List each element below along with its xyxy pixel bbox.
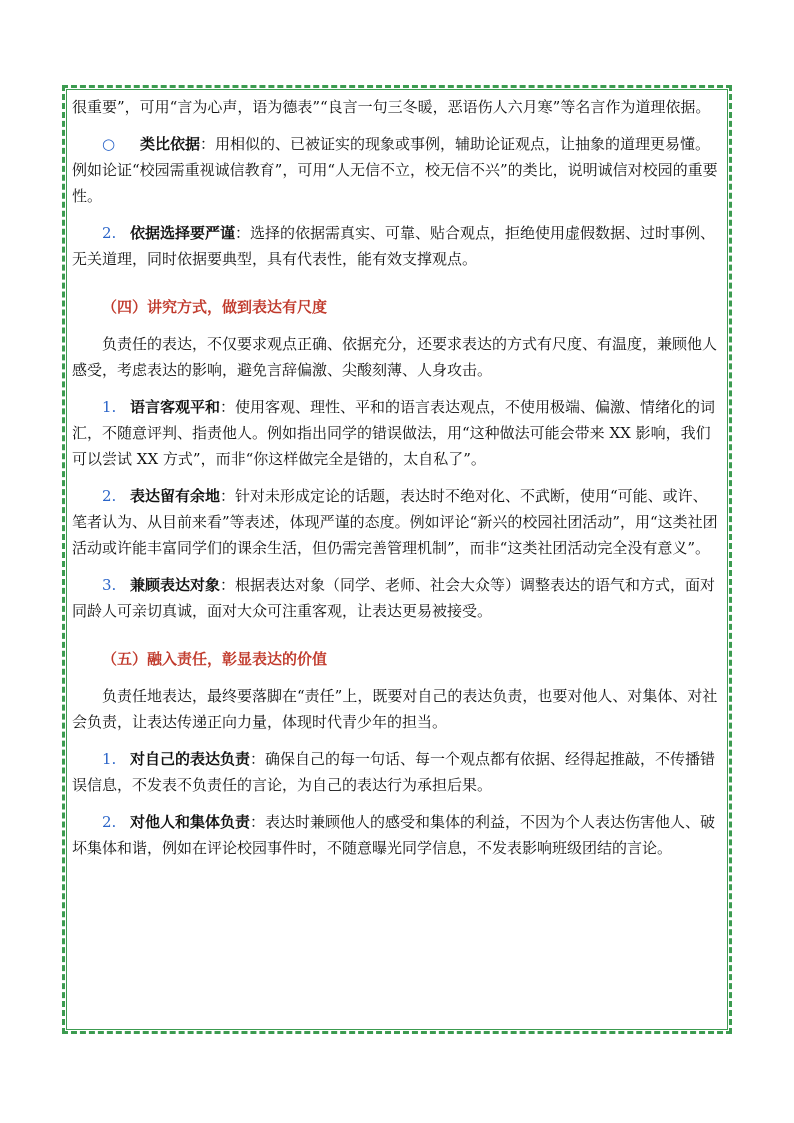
section-heading-4: （四）讲究方式，做到表达有尺度 (102, 298, 328, 316)
list-item-objective-language (72, 394, 722, 472)
section-heading-5: （五）融入责任，彰显表达的价值 (102, 650, 328, 668)
list-item-text: ：确保自己的每一句话、每一个观点都有依据、经得起推敲，不传播错误信息，不发表不负责任的言论，为自己的表达行为承担后果。 (72, 750, 716, 794)
list-number: 2. (102, 813, 117, 831)
list-item-label: 依据选择要严谨 (130, 224, 236, 242)
list-item-leave-room (72, 483, 722, 561)
list-item-label: 对自己的表达负责 (130, 750, 251, 768)
list-item-label: 类比依据 (140, 135, 201, 153)
list-item-text: ：针对未形成定论的话题，表达时不绝对化、不武断，使用“可能、或许、笔者认为、从目前来看”等表述，体现严谨的态度。例如评论“新兴的校园社团活动”，用“这类社团活动或许能丰富同学们的课余生活，但仍需完善管理机制”，而非“这类社团活动完全没有意义”。 (72, 487, 718, 557)
list-item-text: ：用相似的、已被证实的现象或事例，辅助论证观点，让抽象的道理更易懂。例如论证“校园需重视诚信教育”，可用“人无信不立，校无信不兴”的类比，说明诚信对校园的重要性。 (72, 135, 718, 205)
list-item-audience (72, 572, 722, 624)
list-item-label: 兼顾表达对象 (130, 576, 221, 594)
list-item-text: ：选择的依据需真实、可靠、贴合观点，拒绝使用虚假数据、过时事例、无关道理，同时依据要典型，具有代表性，能有效支撑观点。 (72, 224, 716, 268)
list-item-text: ：根据表达对象（同学、老师、社会大众等）调整表达的语气和方式，面对同龄人可亲切真诚，面对大众可注重客观，让表达更易被接受。 (72, 576, 716, 620)
list-item-analogy-basis (72, 131, 722, 209)
list-number: 2. (102, 224, 117, 242)
list-number: 1. (102, 750, 117, 768)
section-5-intro: 负责任地表达，最终要落脚在“责任”上，既要对自己的表达负责，也要对他人、对集体、对社会负责，让表达传递正向力量，体现时代青少年的担当。 (72, 687, 718, 731)
list-number: 3. (102, 576, 117, 594)
paragraph-continued: 很重要”，可用“言为心声，语为德表”“良言一句三冬暖，恶语伤人六月寒”等名言作为道理依据。 (72, 98, 711, 116)
list-item-strict-basis (72, 220, 722, 272)
list-item-text: ：使用客观、理性、平和的语言表达观点，不使用极端、偏激、情绪化的词汇，不随意评判、指责他人。例如指出同学的错误做法，用“这种做法可能会带来 XX 影响，我们可以尝试 XX 方式”，而非“你这样做完全是错的，太自私了”。 (72, 398, 716, 468)
list-item-label: 语言客观平和 (130, 398, 221, 416)
list-item-self-responsibility (72, 746, 722, 798)
bullet-marker: ○ (102, 135, 116, 153)
list-item-text: ：表达时兼顾他人的感受和集体的利益，不因为个人表达伤害他人、破坏集体和谐，例如在评论校园事件时，不随意曝光同学信息，不发表影响班级团结的言论。 (72, 813, 716, 857)
document-body (72, 94, 722, 861)
list-number: 1. (102, 398, 117, 416)
section-4-intro: 负责任的表达，不仅要求观点正确、依据充分，还要求表达的方式有尺度、有温度，兼顾他人感受，考虑表达的影响，避免言辞偏激、尖酸刻薄、人身攻击。 (72, 335, 718, 379)
list-item-label: 对他人和集体负责 (130, 813, 251, 831)
list-item-label: 表达留有余地 (130, 487, 221, 505)
list-item-others-responsibility (72, 809, 722, 861)
list-number: 2. (102, 487, 117, 505)
